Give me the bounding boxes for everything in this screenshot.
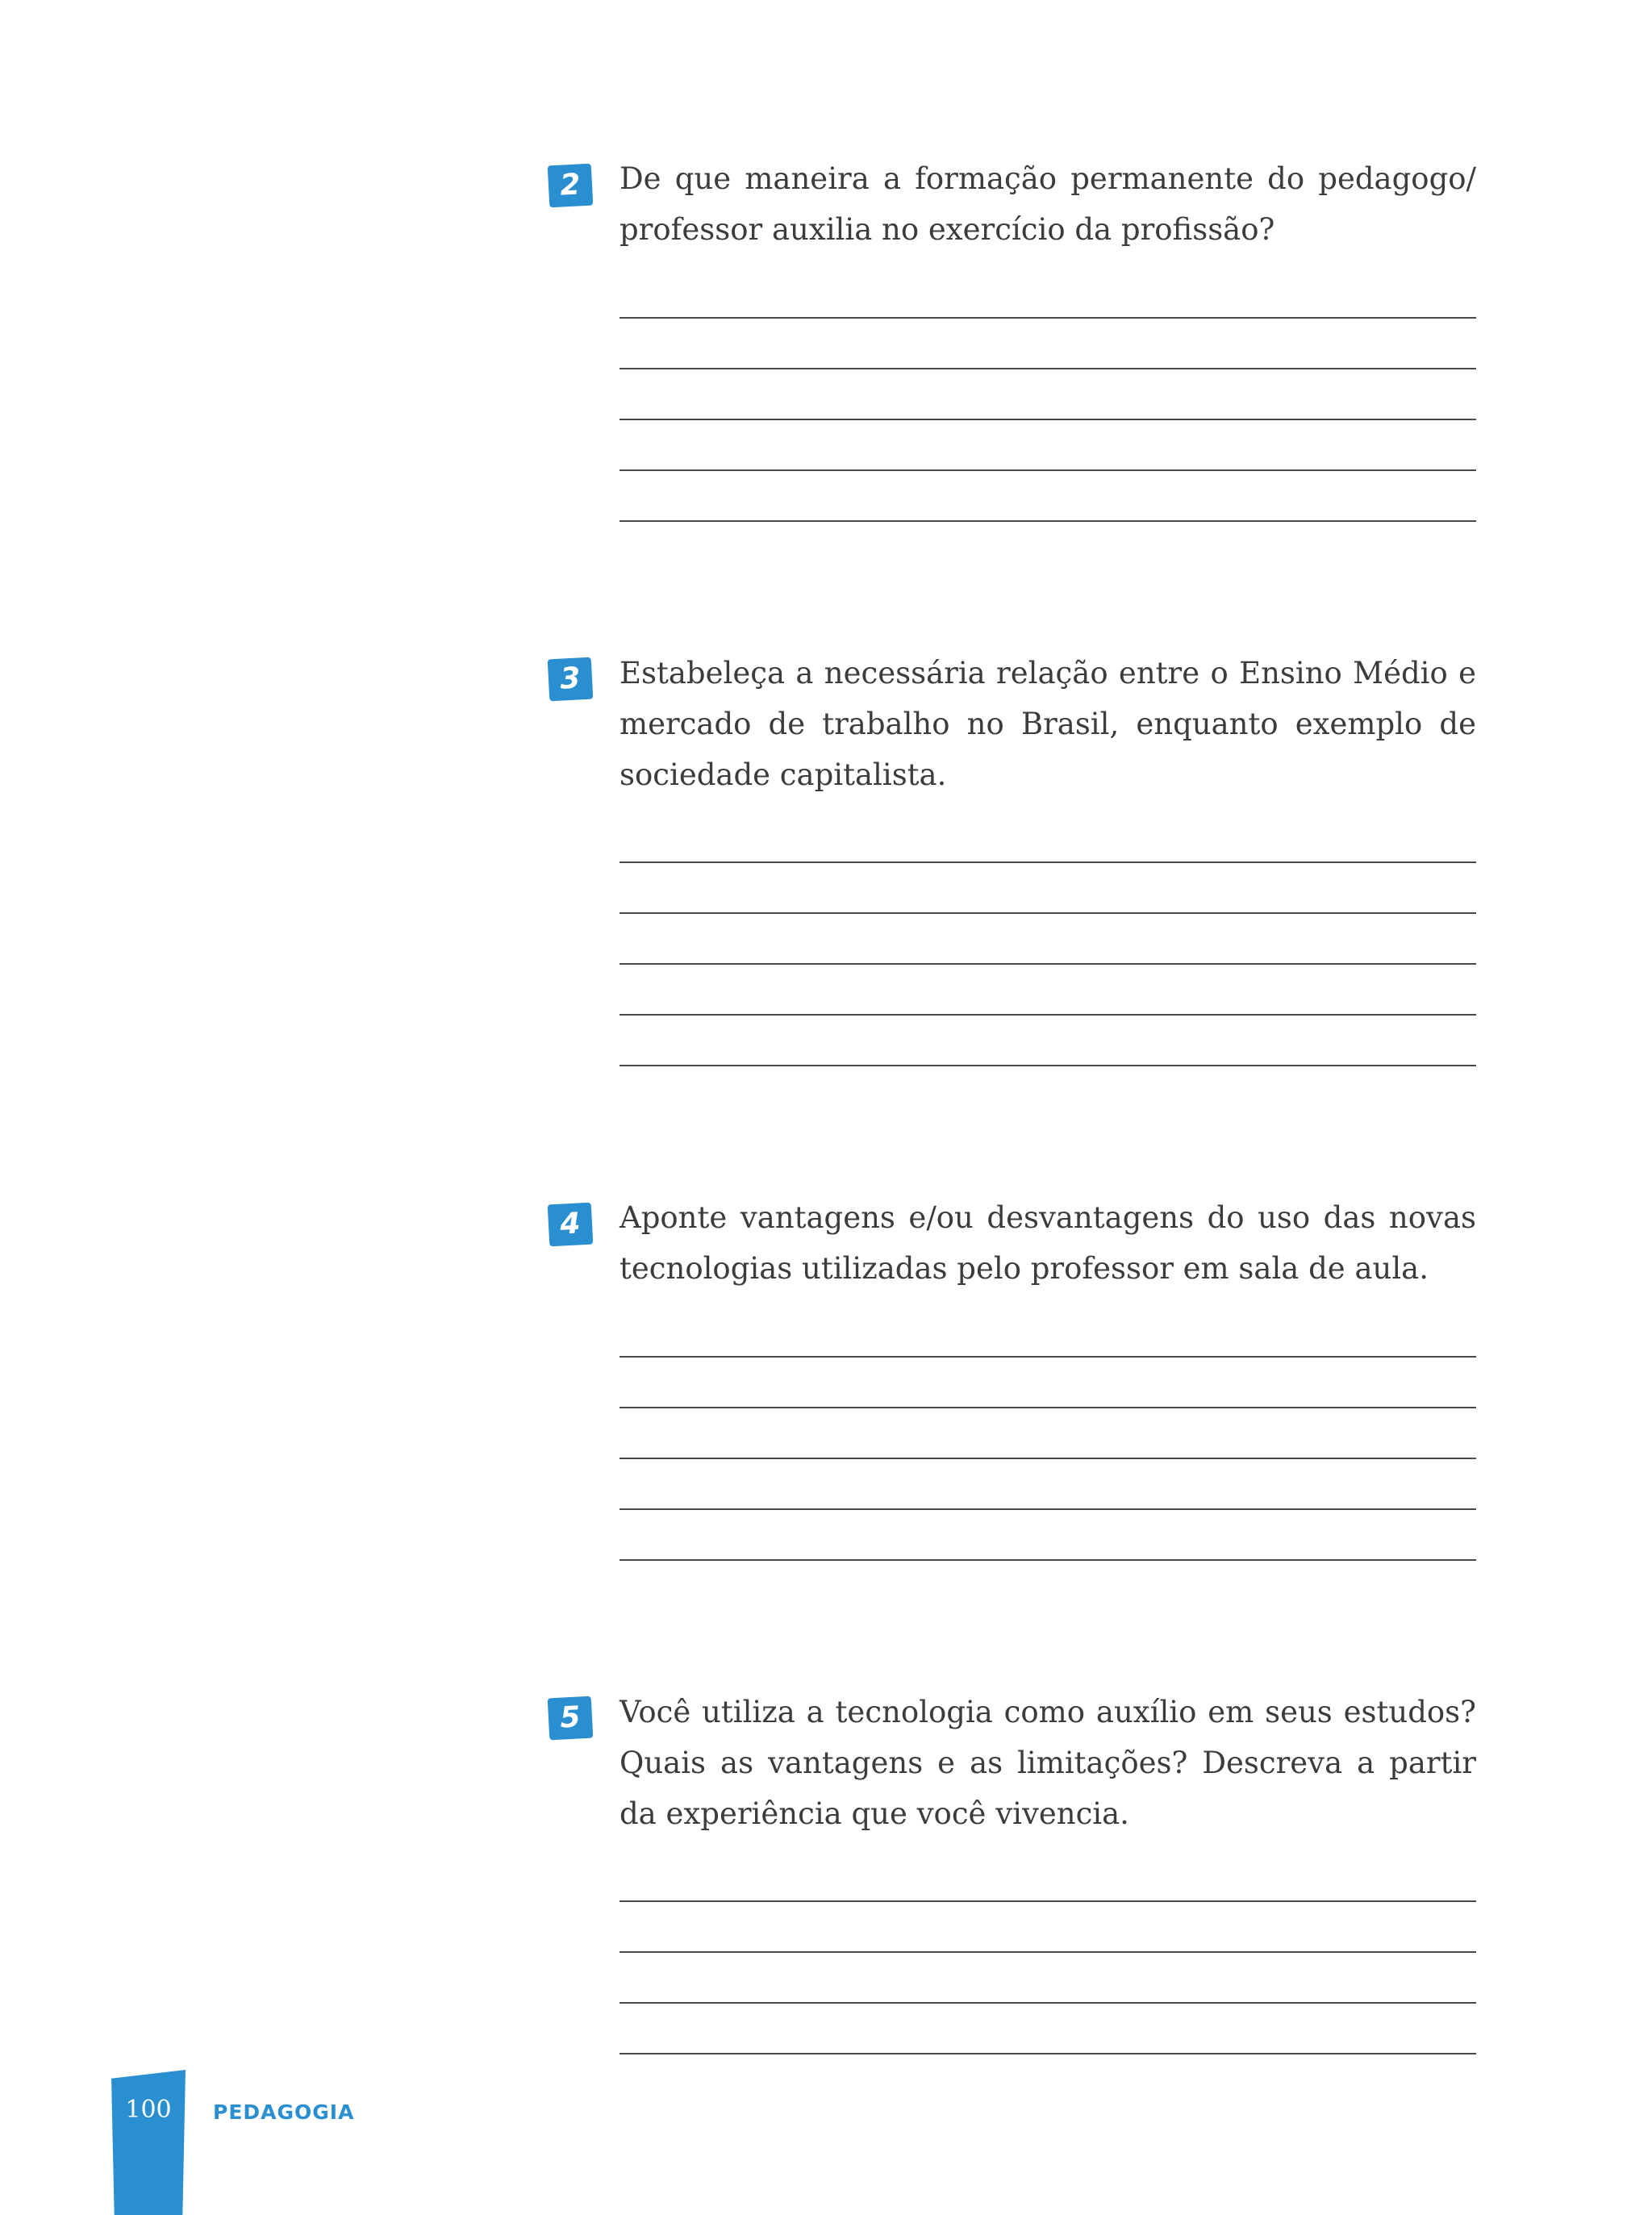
question-text: Você utiliza a tecnologia como auxílio em seus estudos? Quais as vantagens e as limitações? Descreva a partir da experiência que você vivencia. [620,1695,1476,1831]
answer-line[interactable] [620,1407,1476,1408]
question-number-badge: 2 [548,164,594,208]
question-number-badge: 3 [548,657,594,702]
answer-line[interactable] [620,1065,1476,1066]
answer-line[interactable] [620,368,1476,369]
answer-line[interactable] [620,2053,1476,2054]
answer-line[interactable] [620,317,1476,319]
answer-line[interactable] [620,1356,1476,1358]
question-text: Aponte vantagens e/ou desvantagens do uso das novas tecnologias utilizadas pelo professor em sala de aula. [620,1200,1476,1286]
answer-lines[interactable] [620,1356,1476,1610]
answer-line[interactable] [620,912,1476,914]
answer-line[interactable] [620,861,1476,863]
answer-line[interactable] [620,419,1476,420]
answer-line[interactable] [620,2002,1476,2004]
answer-line[interactable] [620,1951,1476,1953]
answer-lines[interactable] [620,1900,1476,2104]
answer-line[interactable] [620,963,1476,965]
footer-tab [111,2070,186,2215]
question-number-badge: 4 [548,1203,594,1247]
answer-line[interactable] [620,520,1476,522]
answer-lines[interactable] [620,317,1476,571]
answer-line[interactable] [620,1014,1476,1016]
answer-lines[interactable] [620,861,1476,1116]
answer-line[interactable] [620,1508,1476,1510]
page-number: 100 [125,2096,172,2124]
question-number-badge: 5 [548,1696,594,1741]
question-text: Estabeleça a necessária relação entre o Ensino Médio e mercado de trabalho no Brasil, enquanto exemplo de sociedade capitalista. [620,656,1476,792]
answer-line[interactable] [620,1900,1476,1902]
answer-line[interactable] [620,1458,1476,1459]
answer-line[interactable] [620,469,1476,471]
footer-label: PEDAGOGIA [213,2100,355,2124]
answer-line[interactable] [620,1559,1476,1561]
question-text: De que maneira a formação permanente do pedagogo/ professor auxilia no exercício da profissão? [620,161,1476,247]
